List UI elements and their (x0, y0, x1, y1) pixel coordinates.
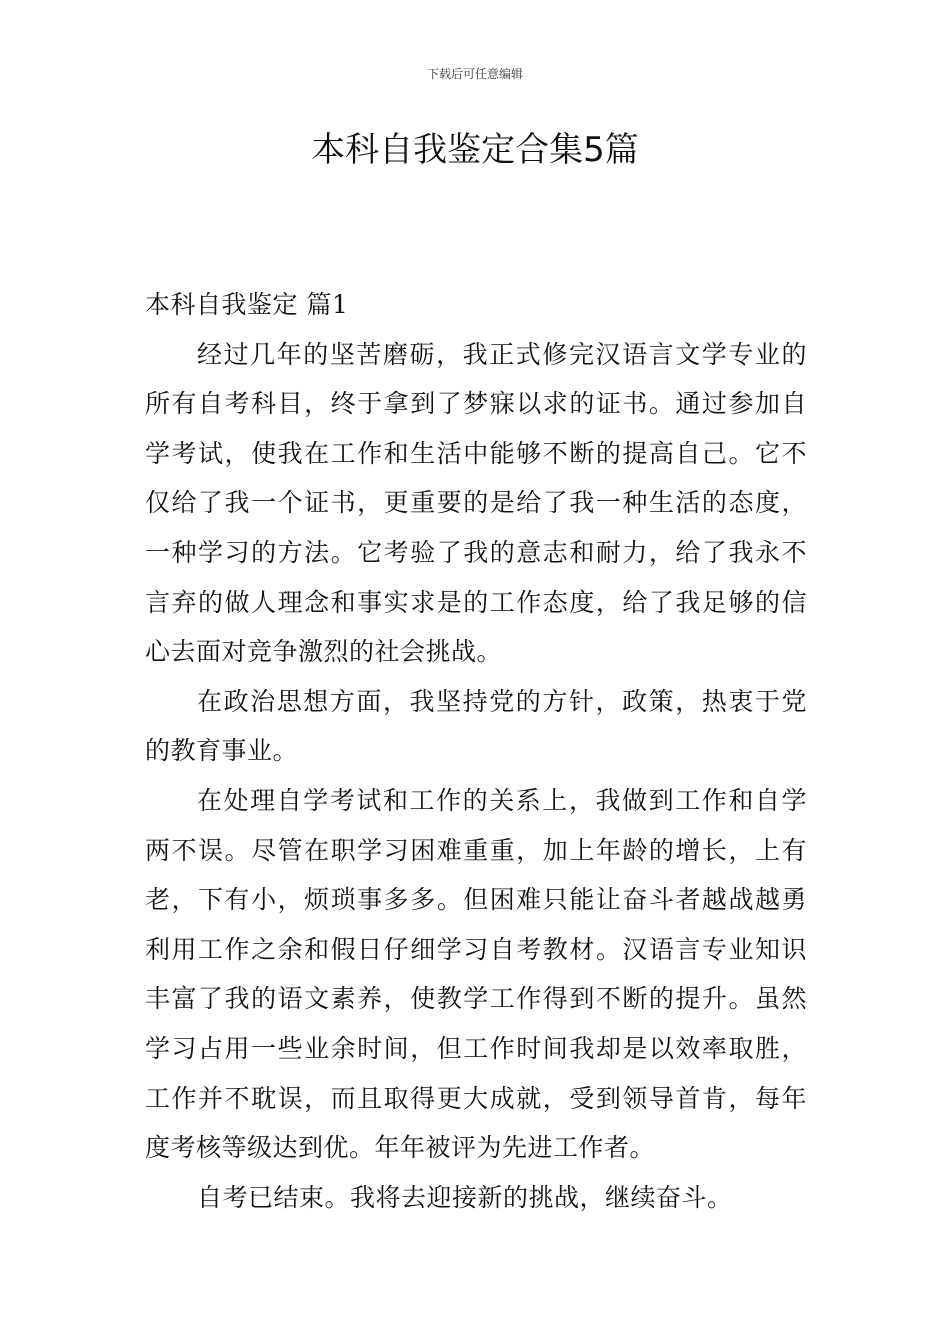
section-heading: 本科自我鉴定 篇1 (145, 290, 349, 319)
paragraph-1: 经过几年的坚苦磨砺，我正式修完汉语言文学专业的所有自考科目，终于拿到了梦寐以求的证书。通过参加自学考试，使我在工作和生活中能够不断的提高自己。它不仅给了我一个证书，更重要的是给了我一种生活的态度，一种学习的方法。它考验了我的意志和耐力，给了我永不言弃的做人理念和事实求是的工作态度，给了我足够的信心去面对竞争激烈的社会挑战。 (145, 339, 807, 667)
header-note: 下载后可任意编辑 (426, 67, 523, 81)
paragraph-3: 在处理自学考试和工作的关系上，我做到工作和自学两不误。尽管在职学习困难重重，加上年龄的增长，上有老，下有小，烦琐事多多。但困难只能让奋斗者越战越勇利用工作之余和假日仔细学习自考教材。汉语言专业知识丰富了我的语文素养，使教学工作得到不断的提升。虽然学习占用一些业余时间，但工作时间我却是以效率取胜，工作并不耽误，而且取得更大成就，受到领导首肯，每年度考核等级达到优。年年被评为先进工作者。 (145, 785, 807, 1163)
document-body (145, 280, 807, 1222)
document-title: 本科自我鉴定合集5篇 (311, 130, 639, 170)
paragraph-4: 自考已结束。我将去迎接新的挑战，继续奋斗。 (197, 1182, 733, 1212)
paragraph-2: 在政治思想方面，我坚持党的方针，政策，热衷于党的教育事业。 (145, 686, 807, 766)
